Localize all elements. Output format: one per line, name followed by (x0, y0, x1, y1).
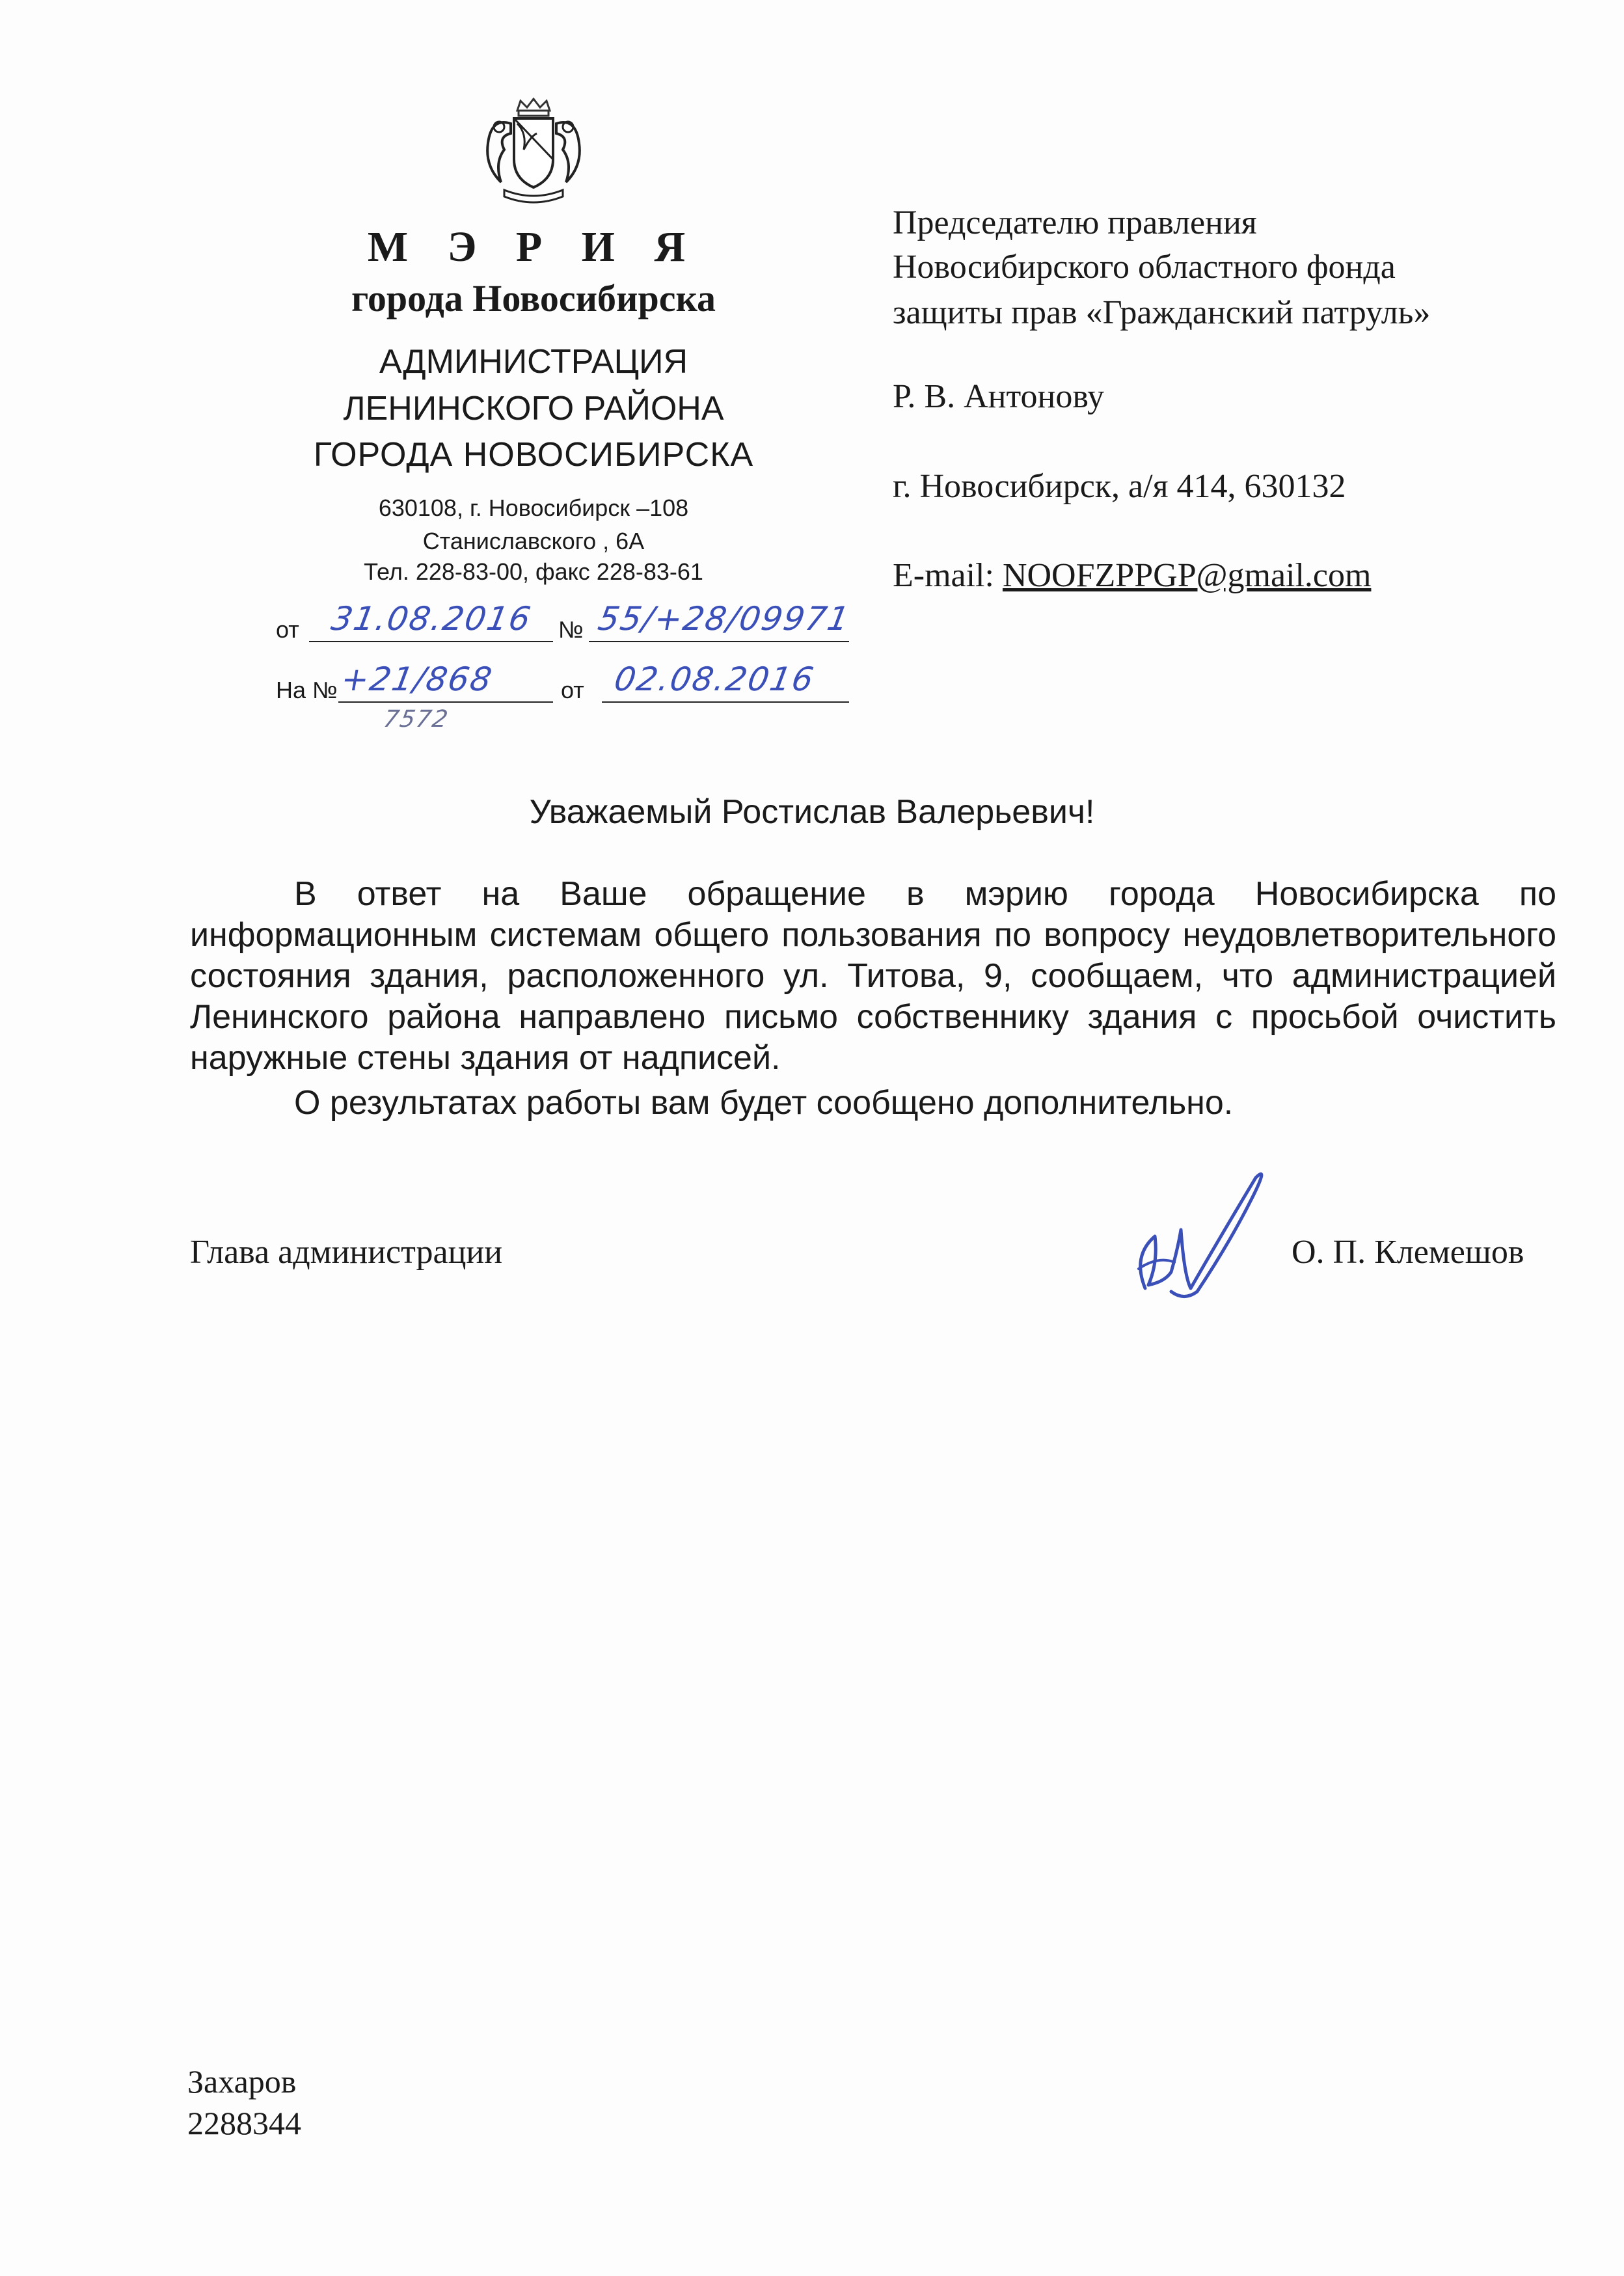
date-label: от (276, 616, 299, 643)
letterhead-admin-line: ГОРОДА НОВОСИБИРСКА (313, 436, 754, 474)
number-underline (589, 641, 849, 642)
handwritten-date: 31.08.2016 (328, 600, 535, 638)
body-paragraph: В ответ на Ваше обращение в мэрию города Новосибирска по информационным системам общего пользования по вопросу неудовлетворительного состояния здания, расположенного ул. Титова, 9, сообщаем, что администрацией Ленинского района направлено письмо собственнику здания с просьбой очистить наружные стены здания от надписей. (190, 875, 1556, 1077)
addressee-line: Председателю правления (893, 204, 1257, 241)
number-label: № (558, 616, 584, 643)
addressee-email-row (893, 553, 1371, 599)
handwritten-note: 7572 (381, 706, 452, 733)
executor-name: Захаров (187, 2063, 297, 2100)
reply-number-underline (338, 701, 553, 703)
email-label: E-mail: (893, 557, 994, 594)
letterhead-address: 630108, г. Новосибирск –108 (378, 494, 689, 521)
letterhead-title: М Э Р И Я (367, 223, 700, 271)
handwritten-reply-number: +21/868 (338, 660, 496, 698)
letterhead-phone: Тел. 228-83-00, факс 228-83-61 (364, 558, 703, 585)
body-paragraph: О результатах работы вам будет сообщено дополнительно. (294, 1084, 1234, 1122)
addressee-line: защиты прав «Гражданский патруль» (893, 294, 1431, 331)
handwritten-signature (1119, 1158, 1301, 1314)
handwritten-number: 55/+28/09971 (595, 600, 854, 638)
reply-date-label: от (561, 677, 584, 703)
letterhead-city: города Новосибирска (351, 277, 716, 319)
date-underline (309, 641, 553, 642)
email-link[interactable]: NOOFZPPGP@gmail.com (1002, 557, 1372, 594)
salutation: Уважаемый Ростислав Валерьевич! (529, 793, 1095, 831)
handwritten-reply-date: 02.08.2016 (611, 660, 818, 698)
coat-of-arms-icon (465, 98, 602, 208)
reply-date-underline (602, 701, 849, 703)
letterhead-admin-line: ЛЕНИНСКОГО РАЙОНА (343, 390, 724, 427)
letterhead-admin-line: АДМИНИСТРАЦИЯ (379, 343, 688, 381)
executor-phone: 2288344 (187, 2105, 301, 2141)
addressee-line: Новосибирского областного фонда (893, 249, 1396, 286)
reply-label: На № (276, 677, 338, 703)
addressee-name: Р. В. Антонову (893, 378, 1105, 415)
letterhead-address: Станиславского , 6А (422, 528, 645, 554)
signatory-name: О. П. Клемешов (1292, 1234, 1524, 1271)
signatory-role: Глава администрации (190, 1234, 503, 1271)
addressee-postal: г. Новосибирск, а/я 414, 630132 (893, 468, 1346, 505)
